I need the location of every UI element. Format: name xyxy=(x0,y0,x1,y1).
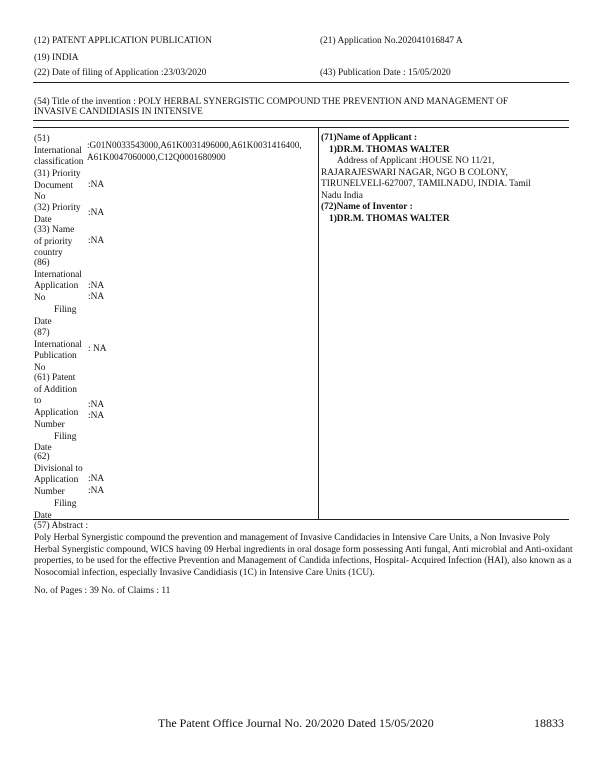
address-line: Address of Applicant :HOUSE NO 11/21, xyxy=(337,156,495,166)
application-number: (21) Application No.202041016847 A xyxy=(320,36,463,46)
abstract-heading: (57) Abstract : xyxy=(34,521,89,531)
address-line: TIRUNELVELI-627007, TAMILNADU, INDIA. Tamil xyxy=(321,179,531,189)
applicant-heading: (71)Name of Applicant : xyxy=(321,133,418,143)
inventor-heading: (72)Name of Inventor : xyxy=(321,202,413,212)
header-divider xyxy=(33,82,569,83)
applicant-name: 1)DR.M. THOMAS WALTER xyxy=(329,144,450,155)
abstract-text: Poly Herbal Synergistic compound the prevention and management of Invasive Candidacies in Intensive Care Units, a Non Invasive Poly Herbal Synergistic compound, WICS having 09 Herbal ingredients in oral dosage form possessing Anti fungal, Anti microbial and Anti-oxidant properties, to be used for the effective Prevention and Management of Candida infections, Hospital- Acquired Infection (HAI), also known as a Nosocomial infection, especially Invasive Candidiasis (1C) in Intensive Care Units (1CU). xyxy=(34,533,573,578)
invention-title-line1: (54) Title of the invention : POLY HERBAL SYNERGISTIC COMPOUND THE PREVENTION AND MANAGEMENT OF xyxy=(34,97,509,107)
publication-type: (12) PATENT APPLICATION PUBLICATION xyxy=(34,36,212,46)
table-bottom-border xyxy=(33,519,569,520)
table-top-border xyxy=(33,127,569,128)
publication-date: (43) Publication Date : 15/05/2020 xyxy=(320,68,451,78)
address-line: Nadu India xyxy=(321,190,363,201)
applicant-section xyxy=(321,133,571,225)
country: (19) INDIA xyxy=(34,53,79,63)
invention-title-line2: INVASIVE CANDIDIASIS IN INTENSIVE xyxy=(34,107,203,117)
filing-date: (22) Date of filing of Application :23/03/2020 xyxy=(34,68,207,78)
page-number: 18833 xyxy=(534,716,564,730)
address-line: RAJARAJESWARI NAGAR, NGO B COLONY, xyxy=(321,167,508,178)
title-divider xyxy=(33,120,569,121)
journal-footer: The Patent Office Journal No. 20/2020 Dated 15/05/2020 xyxy=(158,716,434,730)
column-divider xyxy=(318,127,319,519)
pages-claims: No. of Pages : 39 No. of Claims : 11 xyxy=(34,586,171,596)
inventor-name: 1)DR.M. THOMAS WALTER xyxy=(329,213,450,224)
